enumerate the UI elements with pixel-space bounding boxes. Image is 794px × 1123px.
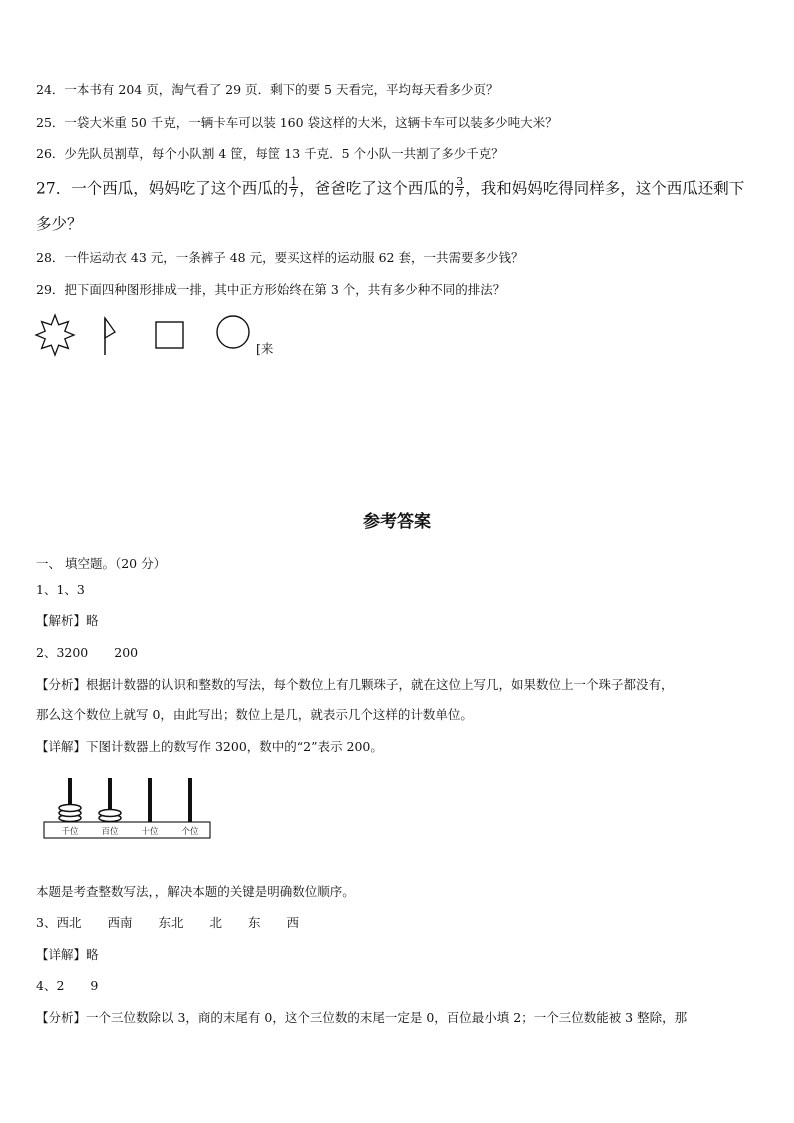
answer-4-analysis: 【分析】一个三位数除以 3，商的末尾有 0，这个三位数的末尾一定是 0，百位最小填 2；一个三位数能被 3 整除，那 bbox=[36, 1010, 688, 1025]
question-29: 29．把下面四种图形排成一排，其中正方形始终在第 3 个，共有多少种不同的排法？ bbox=[36, 282, 506, 297]
answer-2 bbox=[36, 645, 138, 661]
answer-3-item: 西 bbox=[286, 915, 300, 930]
flag-icon bbox=[105, 318, 115, 355]
answer-3-note: 【详解】略 bbox=[36, 947, 99, 962]
answers-title: 参考答案 bbox=[363, 512, 431, 532]
question-27-part3: ，我和妈妈吃得同样多，这个西瓜还剩下 bbox=[465, 179, 745, 198]
answer-2-detail: 【详解】下图计数器上的数写作 3200，数中的“2”表示 200。 bbox=[36, 739, 383, 754]
abacus-figure bbox=[40, 772, 215, 842]
question-24: 24．一本书有 204 页，淘气看了 29 页．剩下的要 5 天看完，平均每天看多少页？ bbox=[36, 82, 499, 97]
answer-2-analysis-line1: 【分析】根据计数器的认识和整数的写法，每个数位上有几颗珠子，就在这位上写几，如果数位上一个珠子都没有， bbox=[36, 677, 674, 692]
answer-2-value1: 2、3200 bbox=[36, 645, 89, 660]
answer-2-analysis-line2: 那么这个数位上就写 0，由此写出；数位上是几，就表示几个这样的计数单位。 bbox=[36, 707, 473, 722]
circle-icon bbox=[217, 316, 249, 348]
question-25: 25．一袋大米重 50 千克，一辆卡车可以装 160 袋这样的大米，这辆卡车可以装多少吨大米？ bbox=[36, 115, 558, 130]
answer-3-item: 3、西北 bbox=[36, 915, 82, 930]
question-27 bbox=[36, 175, 745, 201]
answer-1: 1、1、3 bbox=[36, 582, 85, 597]
fraction-one-seventh: $\frac{1}{7}$ bbox=[290, 175, 298, 200]
abacus-label-hundreds: 百位 bbox=[101, 827, 119, 837]
answer-3-item: 东北 bbox=[158, 915, 184, 930]
answer-1-note: 【解析】略 bbox=[36, 613, 99, 628]
answer-3-item: 西南 bbox=[107, 915, 133, 930]
abacus-rod-hundreds bbox=[99, 778, 121, 822]
answer-3-item: 东 bbox=[248, 915, 261, 930]
shapes-figure bbox=[30, 310, 290, 365]
answer-4 bbox=[36, 978, 98, 994]
question-27-line2: 多少？ bbox=[36, 215, 83, 233]
shapes-tag: [来 bbox=[256, 341, 274, 356]
fraction-three-sevenths: $\frac{3}{7}$ bbox=[456, 175, 464, 200]
section-1-heading: 一、 填空题。（20 分） bbox=[36, 556, 167, 571]
question-27-part2: ，爸爸吃了这个西瓜的 bbox=[299, 179, 455, 198]
abacus-label-ones: 个位 bbox=[181, 827, 199, 837]
answer-3 bbox=[36, 915, 299, 931]
answer-3-item: 北 bbox=[209, 915, 222, 930]
square-icon bbox=[156, 322, 183, 348]
star-icon bbox=[36, 315, 74, 355]
answer-4-value2: 9 bbox=[90, 978, 99, 993]
abacus-label-tens: 十位 bbox=[141, 827, 159, 837]
question-27-part1: 27．一个西瓜，妈妈吃了这个西瓜的 bbox=[36, 179, 289, 198]
answer-4-value1: 4、2 bbox=[36, 978, 65, 993]
answer-2-value2: 200 bbox=[114, 645, 139, 660]
question-26: 26．少先队员割草，每个小队割 4 筐，每筐 13 千克．5 个小队一共割了多少千克？ bbox=[36, 146, 504, 161]
question-28: 28．一件运动衣 43 元，一条裤子 48 元，要买这样的运动服 62 套，一共需要多少钱？ bbox=[36, 250, 524, 265]
abacus-rod-thousands bbox=[59, 778, 81, 822]
answer-2-summary: 本题是考查整数写法，，解决本题的关键是明确数位顺序。 bbox=[36, 884, 355, 899]
abacus-label-thousands: 千位 bbox=[61, 827, 79, 837]
